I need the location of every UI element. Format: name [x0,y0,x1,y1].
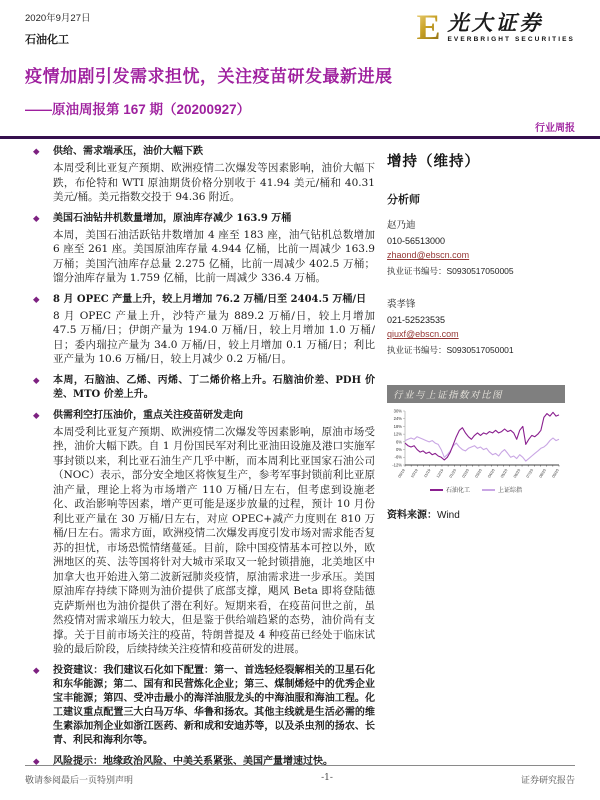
header-left [25,10,90,47]
bullet-rig-count [25,212,375,286]
logo-text [447,12,575,43]
footer-page-number: -1- [321,773,333,783]
svg-text:12/19: 12/19 [435,468,445,479]
footer-report-type: 证券研究报告 [520,776,575,786]
svg-text:04/20: 04/20 [487,468,496,479]
logo-mark-icon: E [416,7,441,47]
rating-badge: 增持（维持） [387,154,480,170]
svg-text:09/19: 09/19 [397,468,406,479]
page-footer [25,765,575,786]
logo-name-cn: 光大证券 [447,10,544,35]
svg-text:03/20: 03/20 [474,468,483,479]
report-header [0,0,600,134]
report-type-badge: 行业周报 [535,123,575,134]
data-source-line [387,506,575,521]
analyst-certificate: 执业证书编号：S0930517050001 [387,344,514,355]
svg-text:-12%: -12% [392,462,402,468]
bullet-investment-advice [25,664,375,748]
svg-text:30%: 30% [393,408,402,414]
svg-text:-6%: -6% [394,454,402,460]
svg-text:09/20: 09/20 [551,468,560,479]
svg-text:05/20: 05/20 [500,468,509,479]
bullet-heading: 8 月 OPEC 产量上升，较上月增加 76.2 万桶/日至 2404.5 万桶/日 [53,293,367,305]
svg-text:10/19: 10/19 [410,468,419,479]
bullet-heading: 供需利空打压油价，重点关注疫苗研发走向 [53,409,243,421]
legend-item [482,485,522,494]
bullet-heading: 美国石油钻井机数量增加，原油库存减少 163.9 万桶 [53,212,292,224]
main-content [25,145,375,776]
svg-text:02/20: 02/20 [461,468,471,479]
svg-text:06/20: 06/20 [512,468,522,479]
svg-text:18%: 18% [393,424,402,430]
analyst-email-link[interactable]: qiuxf@ebscn.com [387,328,459,339]
svg-text:24%: 24% [393,416,402,422]
analyst-certificate: 执业证书编号：S0930517050005 [387,266,514,276]
bullet-diamond-icon: ◆ [33,375,40,386]
bullet-naphtha-prices [25,374,375,402]
analyst-name: 裘孝锋 [387,298,416,310]
bullet-opec-output [25,293,375,367]
sector-label: 石油化工 [25,34,69,46]
bullet-diamond-icon: ◆ [33,410,40,421]
svg-text:6%: 6% [395,439,402,445]
bullet-paragraph: 本周受利比亚复产预期、欧洲疫情二次爆发等因素影响，油价大幅下跌，布伦特和 WTI 原油期货价格分别收于 41.94 美元/桶和 40.31 美元/桶。美元指数交投于 94.36 附近。 [53,162,375,203]
footer-disclaimer: 敬请参阅最后一页特别声明 [25,776,134,786]
logo-name-en: EVERBRIGHT SECURITIES [447,36,575,43]
bullet-heading: 投资建议：我们建议石化如下配置：第一、首选轻烃裂解相关的卫星石化和东华能源；第二、国有和民营炼化企业；第三、煤制烯烃中的优秀企业宝丰能源；第四、受冲击最小的海洋油服龙头的中海油服和海油工程。化工建议重点配置三大白马万华、华鲁和扬农。其他主线就是生活必需的维生素添加剂企业如浙江医药、新和成和安迪苏等，以及杀虫剂的扬农、长青、利民和海利尔等。 [53,664,375,746]
bullet-vaccine-outlook [25,409,375,657]
legend-swatch-icon [482,489,495,491]
bullet-diamond-icon: ◆ [33,294,40,305]
bullet-paragraph: 本周受利比亚复产预期、欧洲疫情二次爆发等因素影响，原油市场受挫，油价大幅下跌。自 1 月份国民军对利比亚油田设施及港口实施军事封锁以来，利比亚石油生产几乎中断，而本周利比亚国家石油公司（NOC）表示，部分安全地区将恢复生产，参考军事封锁前利比亚原油产量，理论上将为市场增产 110 万桶/日左右，但考虑到设施老化、政治影响等因素，增产更可能是逐步放量的过程，预计 10 月份利比亚产量在 30 万桶/日左右，对应 OPEC+减产力度则在 810 万桶/日左右。需求方面，欧洲疫情二次爆发再度引发市场对需求能否复苏的担忧，市场恐慌情绪蔓延。目前，除中国疫情基本可控以外，欧洲地区的英、法等国将针对大城市采取又一轮封锁措施，北美地区中加拿大也开始进入第二波新冠肺炎疫情，原油需求进一步承压。美国原油库存持续下降则为油价提供了底部支撑，飓风 Beta 即将登陆德克萨斯州也为油价提供了潜在利好。短期来看，在疫苗问世之前，虽然疫情对需求端压力较大，但是鉴于供给端趋紧的态势，油价尚有支撑。关于目前市场关注的疫苗，特朗普提及 4 种疫苗已经处于临床试验的最后阶段，后续持续关注疫情和疫苗研发的进展。 [53,425,375,655]
sidebar [387,145,575,776]
svg-text:0%: 0% [395,447,402,453]
report-date: 2020年9月27日 [25,13,91,24]
svg-text:08/20: 08/20 [538,468,548,479]
industry-index-chart-box [387,385,565,494]
analyst-name: 赵乃迪 [387,220,416,231]
analyst-card [387,220,575,277]
chart-title-bar: 行业与上证指数对比图 [387,385,565,403]
analyst-card [387,299,575,356]
industry-vs-index-line-chart [387,407,565,487]
analyst-phone: 021-52523535 [387,314,446,325]
analysts-section-label: 分析师 [387,194,420,206]
bullet-diamond-icon: ◆ [33,213,40,224]
svg-text:07/20: 07/20 [525,468,535,479]
everbright-logo [416,7,575,47]
bullet-paragraph: 8 月 OPEC 产量上升，沙特产量为 889.2 万桶/日，较上月增加 47.5 万桶/日；伊朗产量为 194.0 万桶/日，较上月增加 1.0 万桶/日；委内瑞拉产量为 34.0 万桶/日，较上月增加 0.1 万桶/日；利比亚产量为 10.6 万桶/日，较上月减少 0.2 万桶/日。 [53,309,375,365]
legend-label: 石油化工 [445,488,470,495]
svg-text:11/19: 11/19 [423,468,432,479]
bullet-diamond-icon: ◆ [33,756,40,767]
legend-swatch-icon [430,489,443,491]
chart-legend [387,485,565,494]
bullet-heading: 风险提示：地缘政治风险、中美关系紧张、美国产量增速过快。 [53,755,333,767]
bullet-heading: 供给、需求端承压，油价大幅下跌 [53,146,203,157]
report-subtitle: ——原油周报第 167 期（20200927） [25,102,251,117]
legend-label: 上证综指 [498,488,523,495]
bullet-supply-demand [25,145,375,205]
bullet-paragraph: 本周，美国石油活跃钻井数增加 4 座至 183 座，油气钻机总数增加 6 座至 261 座。美国原油库存量 4.944 亿桶，比前一周减少 163.9 万桶；美国汽油库存总量 2.275 亿桶，比前一周减少 402.5 万桶；馏分油库存量为 1.759 亿桶，比前一周减少 336.4 万桶。 [53,228,375,284]
source-value: Wind [437,510,460,522]
analyst-email-link[interactable]: zhaond@ebscn.com [387,250,470,261]
source-label: 资料来源： [387,510,437,522]
svg-text:12%: 12% [393,431,402,437]
bullet-diamond-icon: ◆ [33,147,40,157]
bullet-heading: 本周，石脑油、乙烯、丙烯、丁二烯价格上升。石脑油价差、PDH 价差、MTO 价差上升。 [53,374,375,400]
analyst-phone: 010-56513000 [387,235,446,246]
legend-item [430,485,470,494]
bullet-diamond-icon: ◆ [33,665,40,676]
report-title: 疫情加剧引发需求担忧，关注疫苗研发最新进展 [25,67,393,86]
svg-text:01/20: 01/20 [448,468,458,479]
